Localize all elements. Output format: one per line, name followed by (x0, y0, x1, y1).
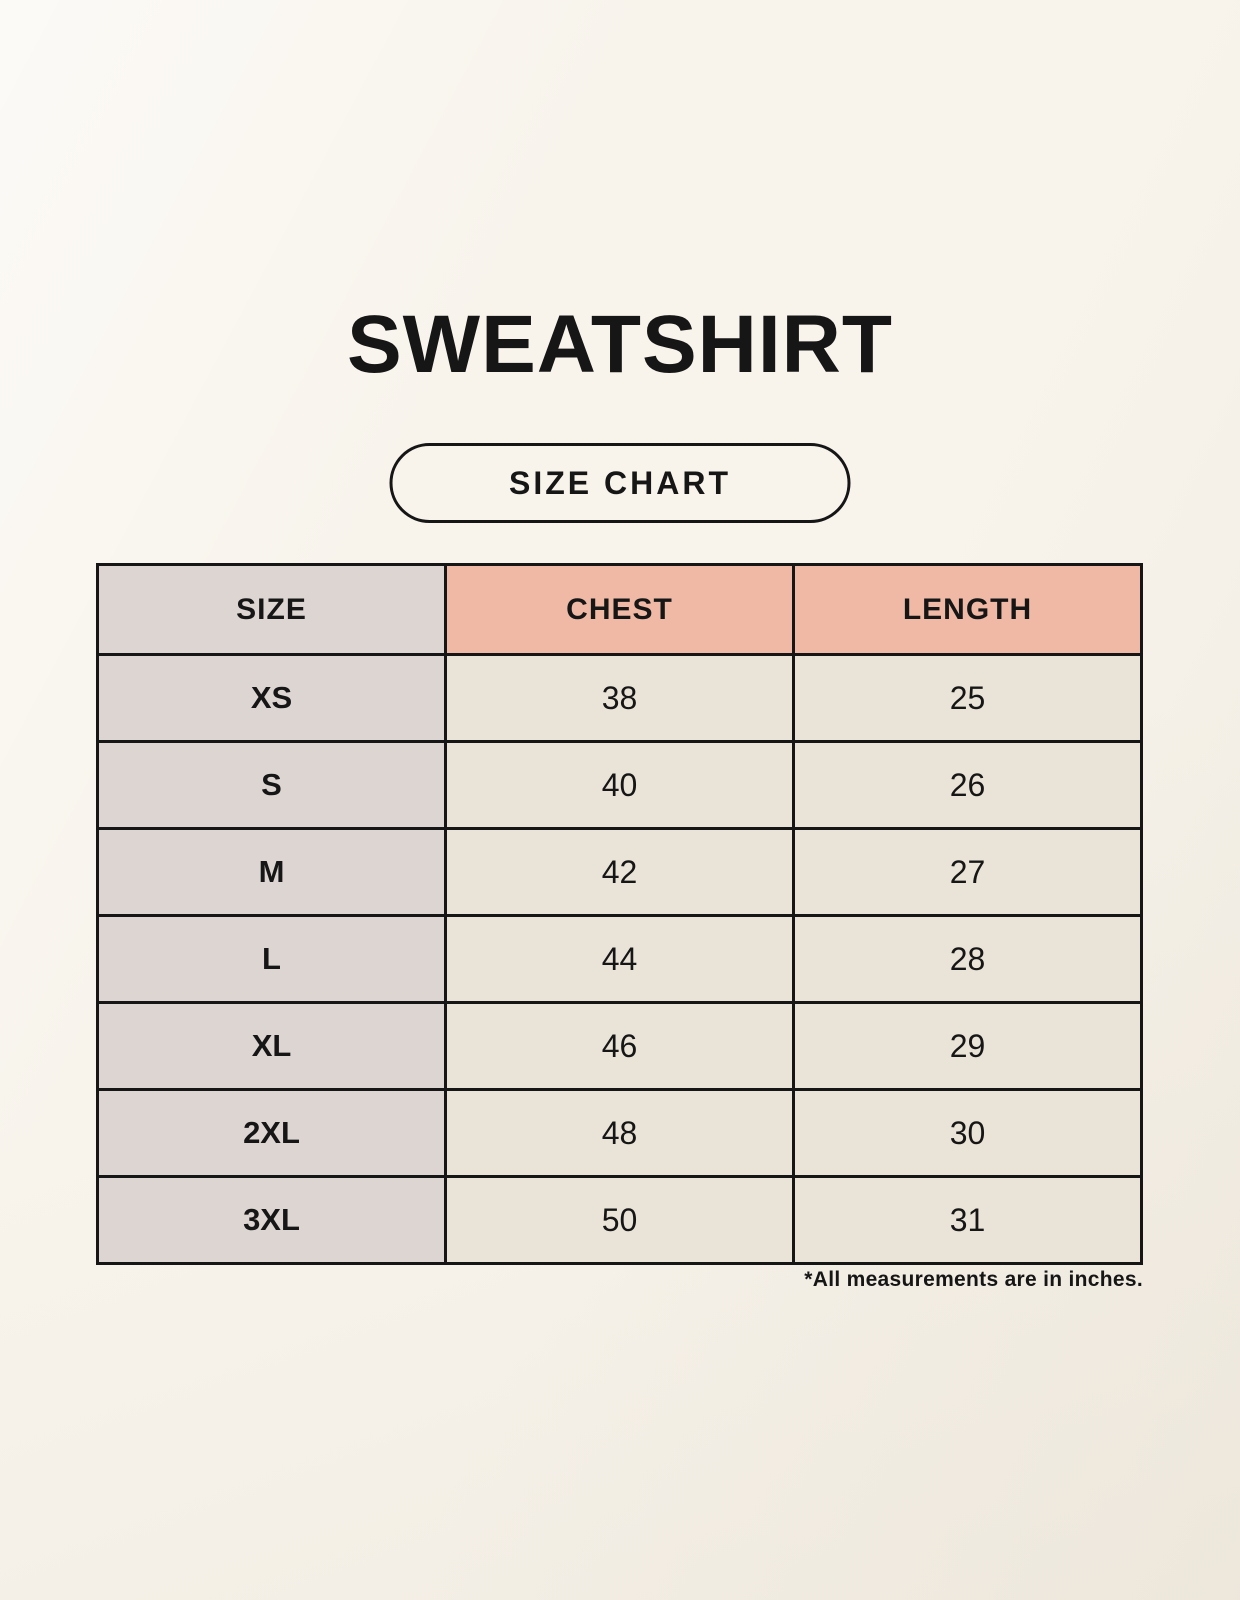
table-row (98, 829, 1142, 916)
size-cell: XS (98, 655, 446, 742)
size-cell: XL (98, 1003, 446, 1090)
measurements-footnote: *All measurements are in inches. (804, 1268, 1143, 1291)
chest-cell: 40 (446, 742, 794, 829)
size-cell: S (98, 742, 446, 829)
length-cell: 26 (794, 742, 1142, 829)
table-row (98, 1177, 1142, 1264)
chest-cell: 38 (446, 655, 794, 742)
length-cell: 29 (794, 1003, 1142, 1090)
table-row (98, 1090, 1142, 1177)
size-cell: M (98, 829, 446, 916)
length-cell: 30 (794, 1090, 1142, 1177)
length-cell: 25 (794, 655, 1142, 742)
size-cell: L (98, 916, 446, 1003)
column-header-length: LENGTH (794, 565, 1142, 655)
chest-cell: 46 (446, 1003, 794, 1090)
size-cell: 3XL (98, 1177, 446, 1264)
chest-cell: 48 (446, 1090, 794, 1177)
length-cell: 31 (794, 1177, 1142, 1264)
chest-cell: 44 (446, 916, 794, 1003)
size-cell: 2XL (98, 1090, 446, 1177)
table-row (98, 742, 1142, 829)
table-header-row (98, 565, 1142, 655)
table-row (98, 1003, 1142, 1090)
page-title: SWEATSHIRT (346, 299, 893, 390)
chest-cell: 42 (446, 829, 794, 916)
size-chart-table (96, 563, 1143, 1265)
table-row (98, 916, 1142, 1003)
column-header-size: SIZE (98, 565, 446, 655)
size-chart-button[interactable]: SIZE CHART (390, 443, 851, 523)
column-header-chest: CHEST (446, 565, 794, 655)
length-cell: 27 (794, 829, 1142, 916)
length-cell: 28 (794, 916, 1142, 1003)
chest-cell: 50 (446, 1177, 794, 1264)
table-row (98, 655, 1142, 742)
